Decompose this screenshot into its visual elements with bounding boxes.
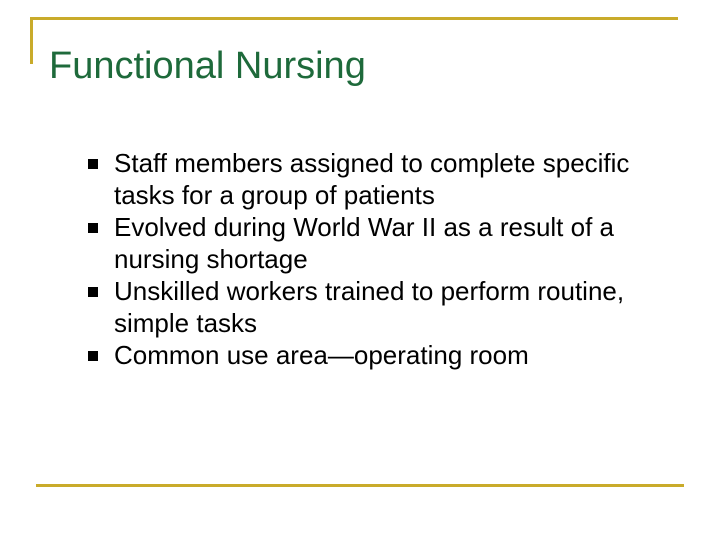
bullet-text: Staff members assigned to complete specific tasks for a group of patients — [114, 148, 630, 210]
bottom-divider-line — [36, 484, 684, 487]
bullet-item — [88, 147, 668, 211]
square-bullet-icon — [88, 351, 98, 361]
bullet-text: Evolved during World War II as a result of a nursing shortage — [114, 212, 614, 274]
square-bullet-icon — [88, 223, 98, 233]
square-bullet-icon — [88, 287, 98, 297]
square-bullet-icon — [88, 159, 98, 169]
bullet-item — [88, 339, 668, 371]
bullet-text: Common use area—operating room — [114, 340, 529, 370]
title-frame-left-line — [30, 17, 33, 64]
bullet-text: Unskilled workers trained to perform routine, simple tasks — [114, 276, 625, 338]
slide-title: Functional Nursing — [49, 45, 366, 87]
bullet-item — [88, 211, 668, 275]
title-frame-top-line — [30, 17, 678, 20]
bullet-list — [88, 147, 668, 371]
bullet-item — [88, 275, 668, 339]
